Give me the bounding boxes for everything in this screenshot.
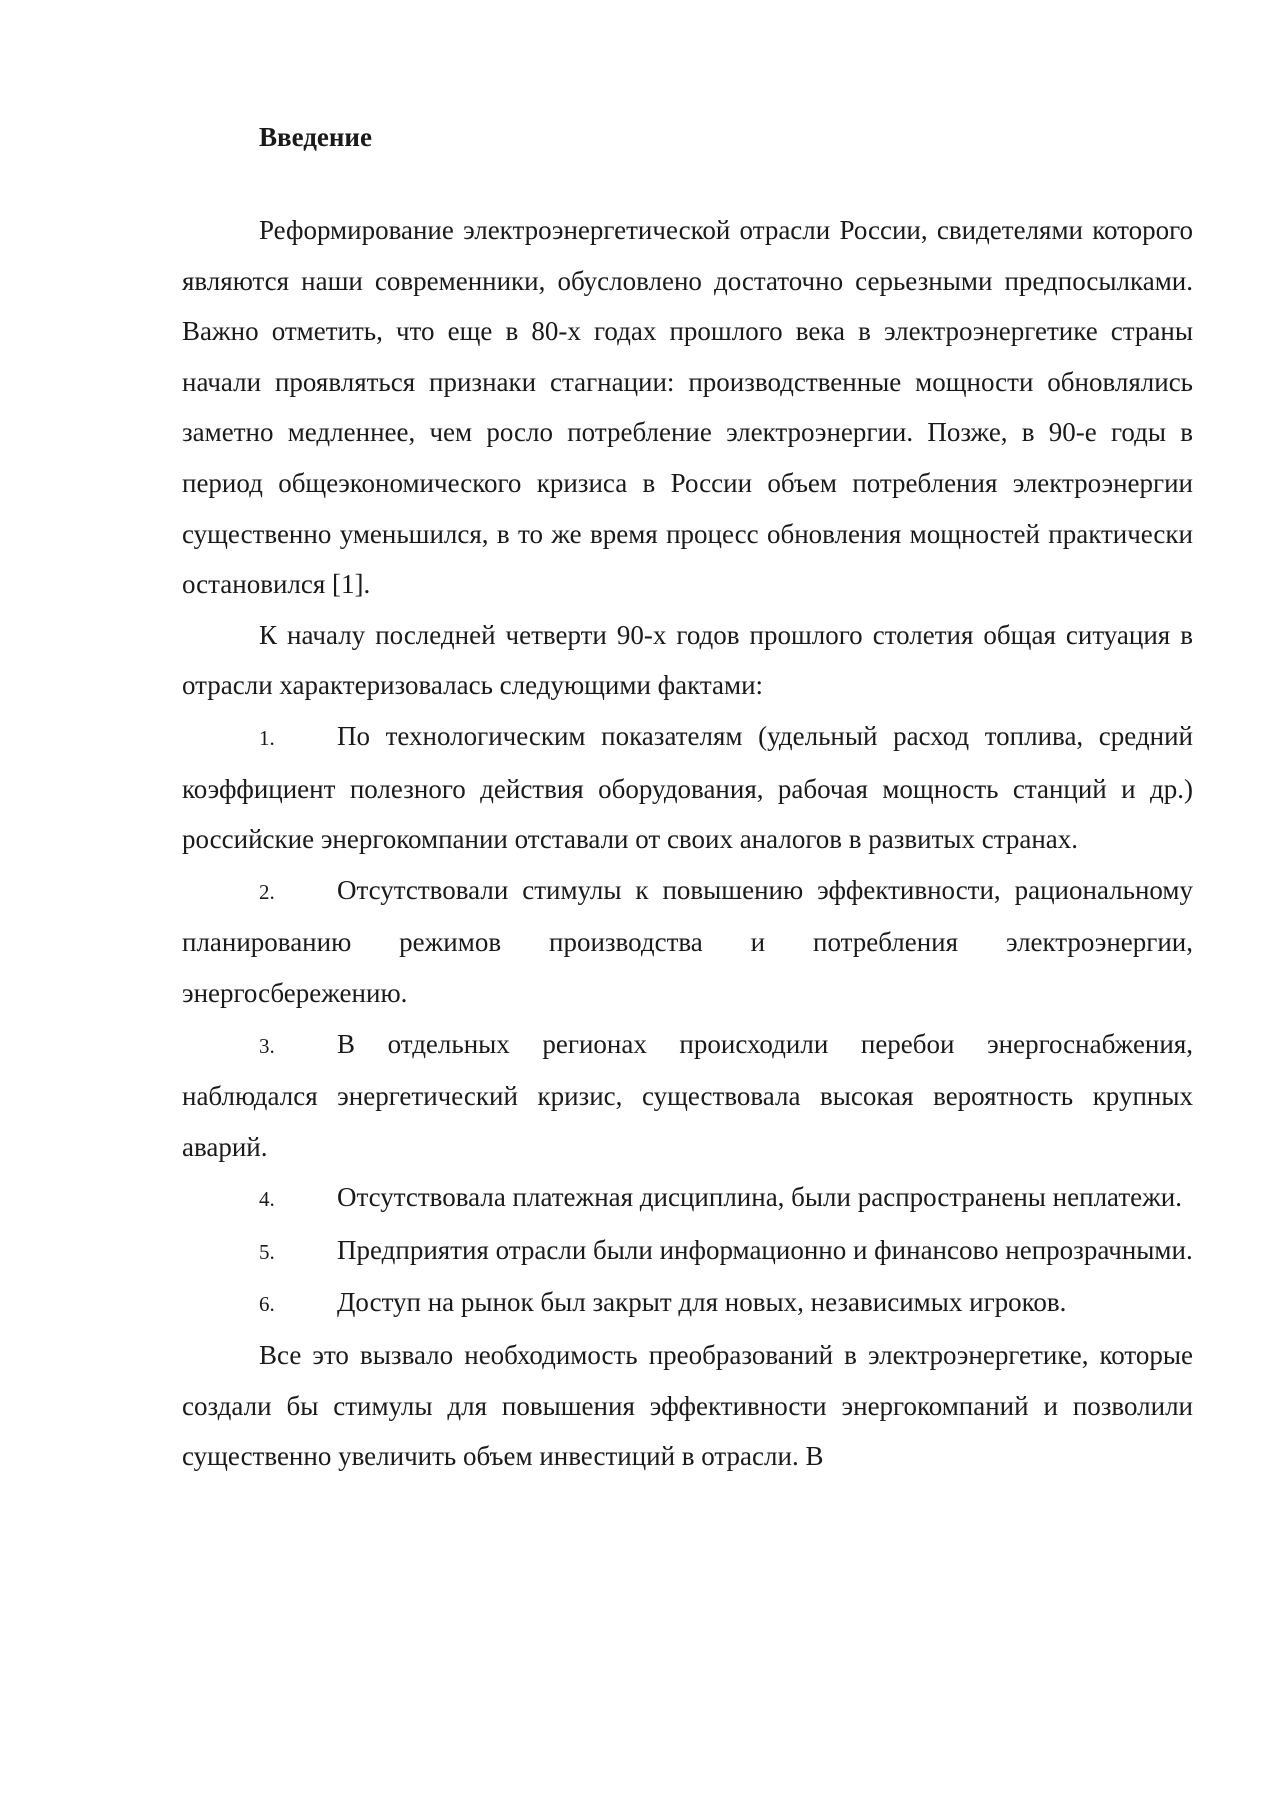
section-heading: Введение [259, 122, 372, 152]
paragraph-closing: Все это вызвало необходимость преобразований в электроэнергетике, которые создали бы стимулы для повышения эффективности энергокомпаний и позволили существенно увеличить объем инвестиций в отрасли. В [182, 1340, 1193, 1472]
list-item [182, 1277, 1193, 1330]
list-item [182, 865, 1193, 1019]
list-item-text: Отсутствовали стимулы к повышению эффективности, рациональному планированию режимов производства и потребления электроэнергии, энергосбережению. [182, 874, 1193, 1008]
list-item-number: 6. [259, 1292, 275, 1317]
list-item-number: 3. [259, 1033, 275, 1058]
paragraph-reform-background: Реформирование электроэнергетической отрасли России, свидетелями которого являются наши современники, обусловлено достаточно серьезными предпосылками. Важно отметить, что еще в 80-х годах прошлого века в электроэнергетике страны начали проявляться признаки стагнации: производственные мощности обновлялись заметно медленнее, чем росло потребление электроэнергии. Позже, в 90-е годы в период общеэкономического кризиса в России объем потребления электроэнергии существенно уменьшился, в то же время процесс обновления мощностей практически остановился [1]. [182, 215, 1193, 600]
list-item-number: 1. [259, 725, 275, 750]
list-item-text: По технологическим показателям (удельный расход топлива, средний коэффициент полезного действия оборудования, рабочая мощность станций и др.) российские энергокомпании отставали от своих аналогов в развитых странах. [182, 720, 1193, 855]
list-item-number: 4. [259, 1187, 275, 1212]
list-item-text: В отдельных регионах происходили перебои энергоснабжения, наблюдался энергетический кризис, существовала высокая вероятность крупных аварий. [182, 1028, 1193, 1162]
paragraph-situation-intro: К началу последней четверти 90-х годов прошлого столетия общая ситуация в отрасли характеризовалась следующими фактами: [182, 619, 1193, 701]
list-item [182, 1225, 1193, 1278]
list-item-text: Отсутствовала платежная дисциплина, были распространены неплатежи. [337, 1182, 1182, 1213]
list-item [182, 1019, 1193, 1173]
document-body [182, 112, 1193, 1482]
list-item-text: Доступ на рынок был закрыт для новых, независимых игроков. [337, 1287, 1067, 1318]
list-item-text: Предприятия отрасли были информационно и финансово непрозрачными. [337, 1234, 1193, 1265]
list-item-number: 5. [259, 1239, 275, 1264]
list-item [182, 711, 1193, 865]
list-item-number: 2. [259, 879, 275, 904]
list-item [182, 1172, 1193, 1225]
